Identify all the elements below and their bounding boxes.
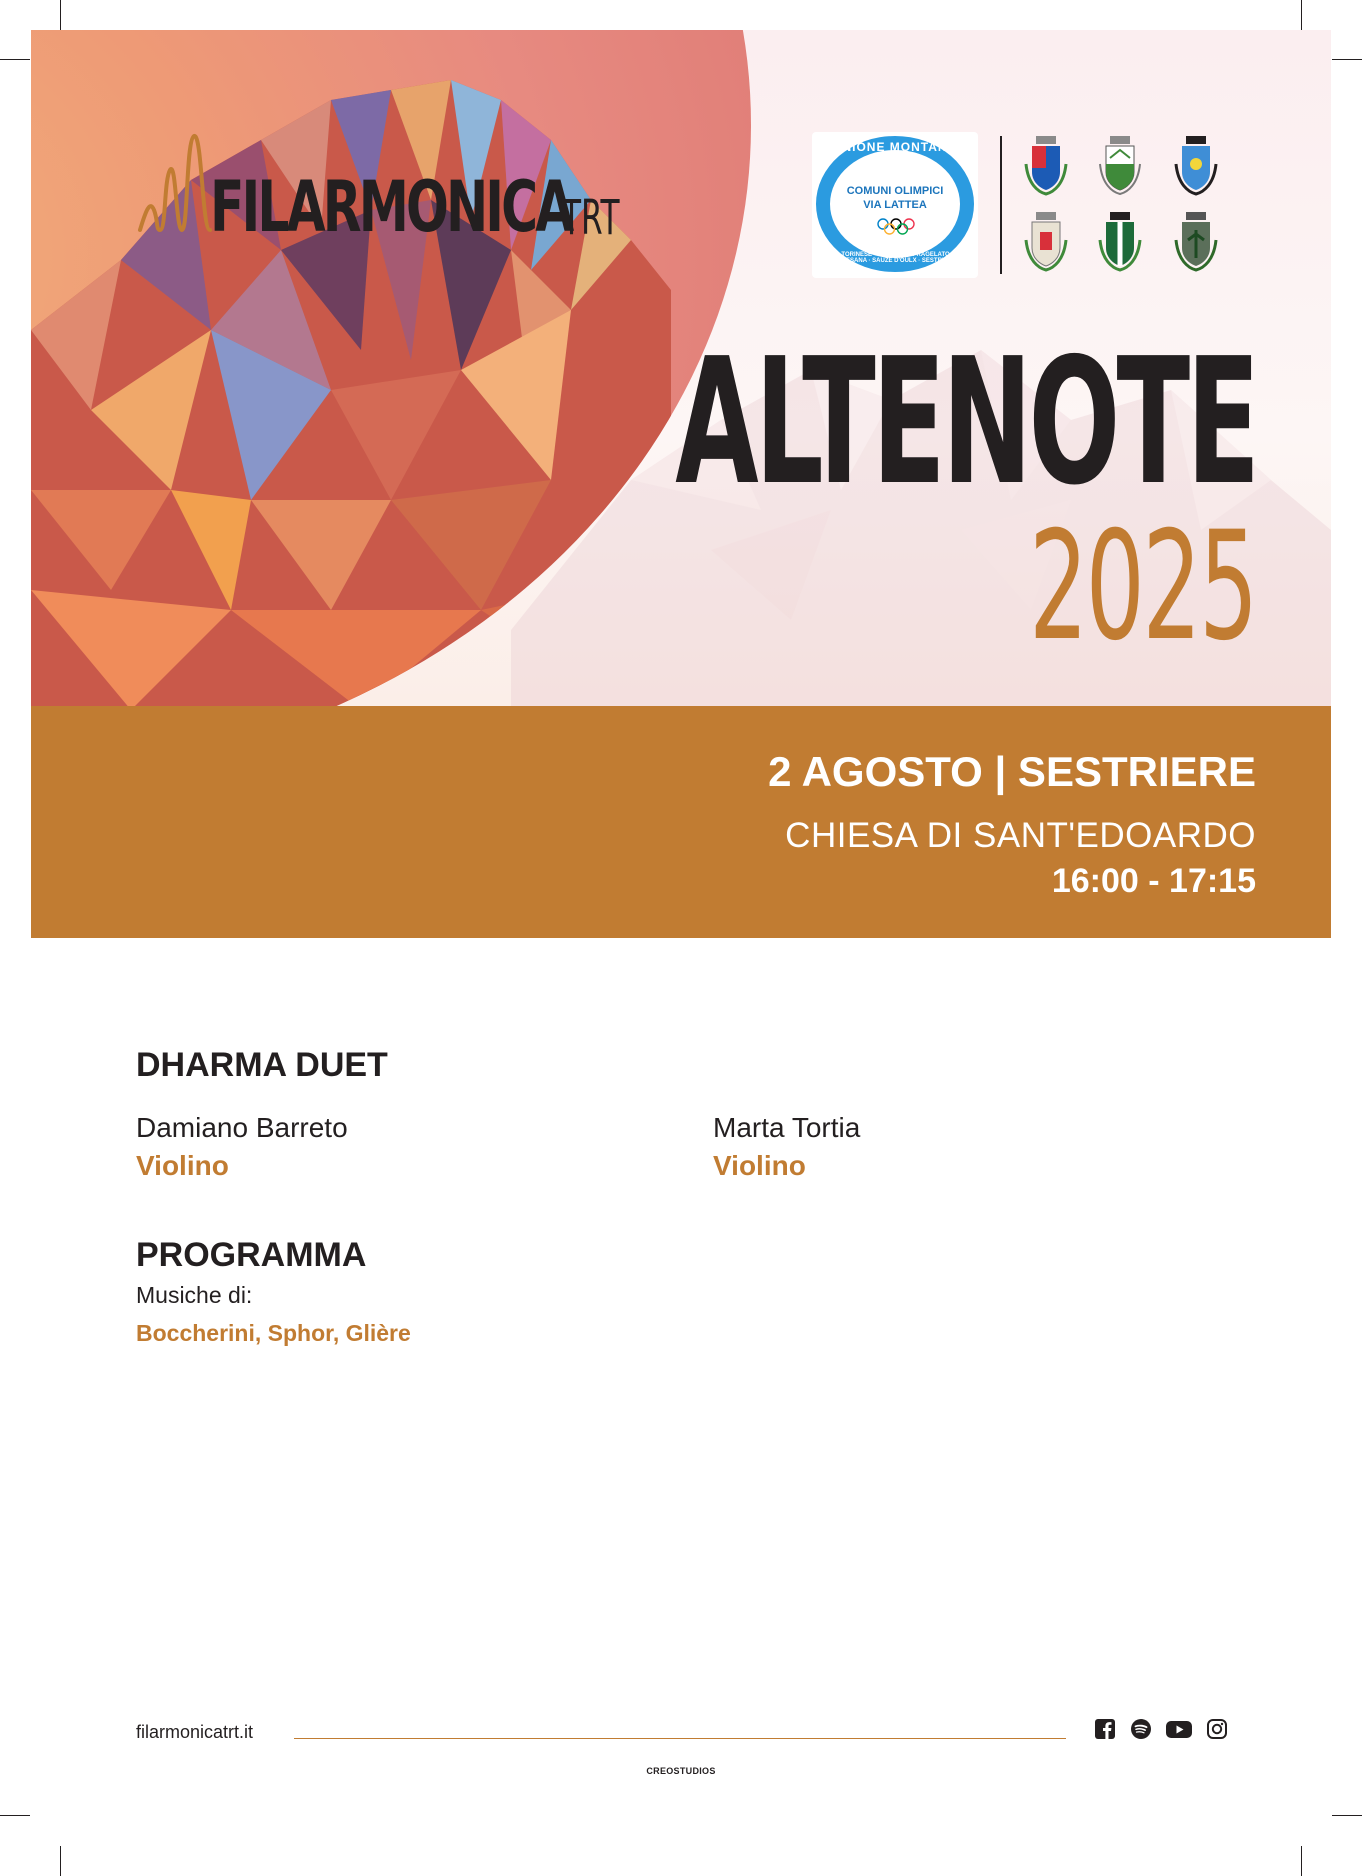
crop-mark xyxy=(1301,1846,1302,1876)
event-date-place: 2 AGOSTO | SESTRIERE xyxy=(768,748,1256,795)
crop-mark xyxy=(1332,1815,1362,1816)
performer-name: Marta Tortia xyxy=(713,1112,861,1143)
instagram-icon[interactable] xyxy=(1206,1718,1228,1740)
event-time: 16:00 - 17:15 xyxy=(1051,862,1256,900)
badge-top-text: UNIONE MONTANA xyxy=(832,140,958,154)
crest-icon xyxy=(1098,134,1142,196)
badge-center-text xyxy=(812,184,978,212)
badge-center-line1: COMUNI OLIMPICI xyxy=(846,185,944,197)
facebook-icon[interactable] xyxy=(1094,1718,1116,1740)
crop-mark xyxy=(1301,0,1302,30)
website-link[interactable]: filarmonicatrt.it xyxy=(136,1722,254,1742)
performer-name: Damiano Barreto xyxy=(136,1112,348,1143)
sound-wave-icon xyxy=(136,130,214,242)
crop-mark xyxy=(1332,59,1362,60)
event-year: 2025 xyxy=(1029,500,1256,674)
spotify-icon[interactable] xyxy=(1130,1718,1152,1740)
crest-icon xyxy=(1174,134,1218,196)
crop-mark xyxy=(60,0,61,30)
filarmonica-logo xyxy=(136,130,650,248)
performer-instrument: Violino xyxy=(136,1150,229,1181)
olympic-rings-icon xyxy=(876,218,916,236)
event-venue: CHIESA DI SANT'EDOARDO xyxy=(785,816,1256,855)
badge-center-line2: VIA LATTEA xyxy=(863,199,927,211)
event-title: ALTENOTE xyxy=(674,321,1256,524)
crop-mark xyxy=(0,1815,30,1816)
logo-name: FILARMONICA xyxy=(210,166,572,248)
crest-icon xyxy=(1098,210,1142,272)
youtube-icon[interactable] xyxy=(1166,1718,1192,1740)
ensemble-name: DHARMA DUET xyxy=(136,1046,388,1084)
program-composers: Boccherini, Sphor, Glière xyxy=(136,1320,411,1346)
design-credit: CREOSTUDIOS xyxy=(646,1766,716,1776)
badge-bottom-text: CESANA TORINESE · CLAVIERE · PRAGELATO · SAUZE DI CESANA · SAUZE D'OULX · SESTRIERE xyxy=(814,252,976,264)
crest-icon xyxy=(1174,210,1218,272)
program-heading: PROGRAMMA xyxy=(136,1236,367,1274)
logo-divider xyxy=(1000,136,1002,274)
crest-icon xyxy=(1024,210,1068,272)
logo-suffix: TRT xyxy=(561,190,620,246)
performer-instrument: Violino xyxy=(713,1150,806,1181)
crop-mark xyxy=(0,59,30,60)
footer-rule xyxy=(294,1738,1066,1739)
unione-montana-badge xyxy=(812,132,978,278)
crest-icon xyxy=(1024,134,1068,196)
crop-mark xyxy=(60,1846,61,1876)
program-subtitle: Musiche di: xyxy=(136,1282,253,1308)
